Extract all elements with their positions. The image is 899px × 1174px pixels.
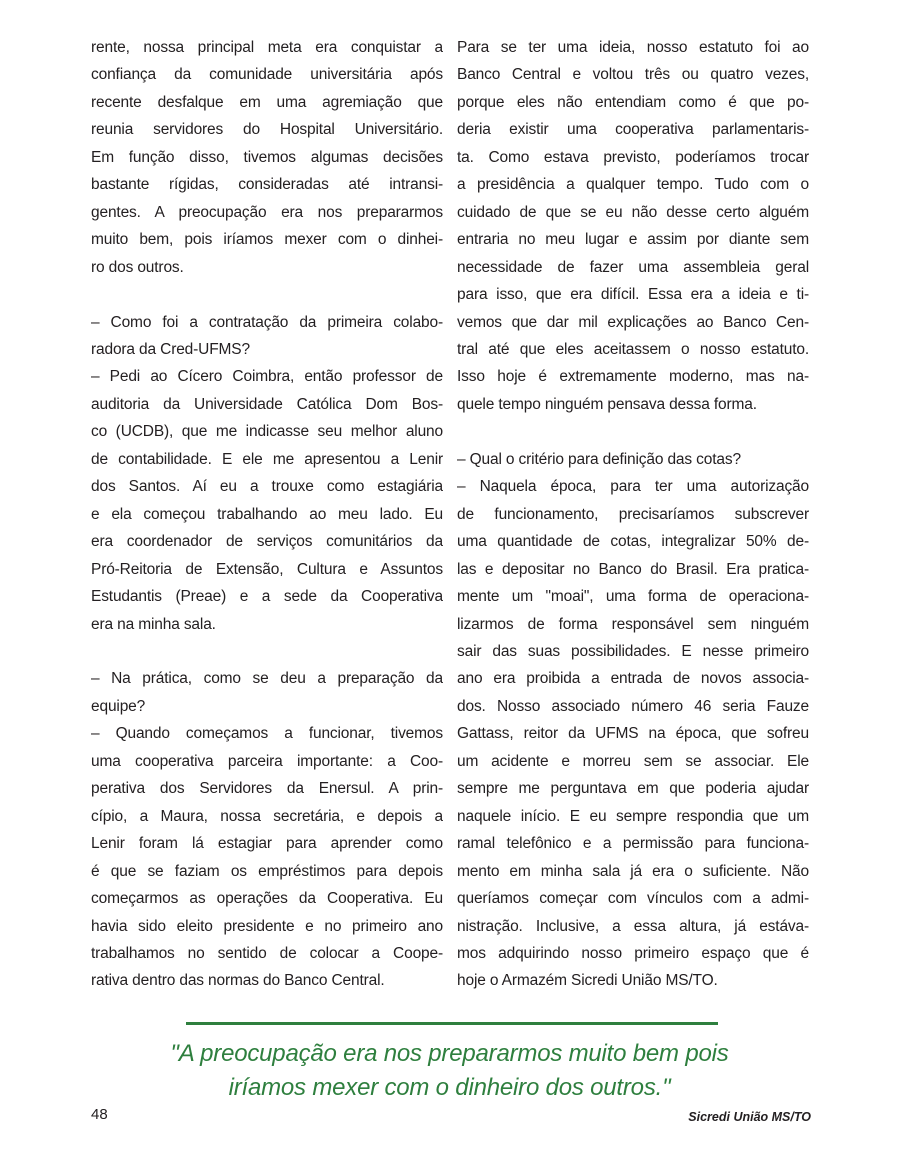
paragraph (457, 446, 809, 473)
pull-quote (0, 1037, 899, 1105)
text-line: necessidade de fazer uma assembleia geral (457, 258, 809, 276)
text-line: auditoria da Universidade Católica Dom Bos- (91, 395, 443, 413)
text-line: começarmos as operações da Cooperativa. Eu (91, 890, 443, 908)
text-line: – Naquela época, para ter uma autorização (457, 478, 809, 496)
text-line: é que se faziam os empréstimos para depois (91, 862, 443, 880)
text-line: cuidado de que se eu não desse certo alguém (457, 203, 809, 221)
text-line: ano era proibida a entrada de novos associa- (457, 670, 809, 688)
text-line: muito bem, pois iríamos mexer com o dinhei- (91, 231, 443, 249)
text-line: las e depositar no Banco do Brasil. Era pratica- (457, 560, 809, 578)
text-line: havia sido eleito presidente e no primeiro ano (91, 917, 443, 935)
text-line: nistração. Inclusive, a essa altura, já estáva- (457, 917, 809, 935)
text-line: Para se ter uma ideia, nosso estatuto foi ao (457, 39, 809, 56)
paragraph (457, 473, 809, 995)
text-line: quele tempo ninguém pensava dessa forma. (457, 395, 757, 413)
text-line: a presidência a qualquer tempo. Tudo com o (457, 176, 809, 194)
text-line: de funcionamento, precisaríamos subscrever (457, 505, 809, 523)
text-line: ramal telefônico e a permissão para funciona- (457, 835, 809, 853)
text-line: vemos que dar mil explicações ao Banco Cen- (457, 313, 809, 331)
text-line: mente um "moai", uma forma de operaciona- (457, 588, 809, 606)
text-line: Banco Central e voltou três ou quatro vezes, (457, 66, 809, 84)
text-line: mento em minha sala já era o suficiente. Não (457, 862, 809, 880)
text-line: bastante rígidas, consideradas até intransi- (91, 176, 443, 194)
text-line: – Como foi a contratação da primeira colabo- (91, 313, 443, 331)
text-line: – Qual o critério para definição das cotas? (457, 450, 741, 468)
text-line: reunia servidores do Hospital Universitário. (91, 121, 443, 139)
text-line: era coordenador de serviços comunitários da (91, 533, 443, 551)
text-line: era na minha sala. (91, 615, 216, 633)
text-line: cípio, a Maura, nossa secretária, e depois a (91, 807, 443, 825)
pull-quote-line: "A preocupação era nos prepararmos muito bem pois (170, 1040, 729, 1067)
text-line: perativa dos Servidores da Enersul. A prin- (91, 780, 443, 798)
text-line: – Pedi ao Cícero Coimbra, então professor de (91, 368, 443, 386)
text-line: gentes. A preocupação era nos prepararmos (91, 203, 443, 221)
text-line: ro dos outros. (91, 258, 184, 276)
paragraph (91, 34, 443, 281)
text-line: tral até que eles aceitassem o nosso estatuto. (457, 340, 809, 358)
text-line: rativa dentro das normas do Banco Central. (91, 972, 385, 990)
text-line: Estudantis (Preae) e a sede da Cooperativa (91, 588, 443, 606)
text-line: – Quando começamos a funcionar, tivemos (91, 725, 443, 743)
page-number: 48 (91, 1106, 108, 1123)
text-line: – Na prática, como se deu a preparação da (91, 670, 443, 688)
quote-divider-line (186, 1022, 718, 1025)
text-line: Gattass, reitor da UFMS na época, que sofreu (457, 725, 809, 743)
text-line: deria existir uma cooperativa parlamentaris- (457, 121, 809, 139)
text-line: porque eles não entendiam como é que po- (457, 93, 809, 111)
text-line: trabalhamos no sentido de colocar a Coope- (91, 944, 443, 962)
pull-quote-line: iríamos mexer com o dinheiro dos outros." (228, 1074, 671, 1101)
text-line: uma cooperativa parceira importante: a Coo- (91, 752, 443, 770)
paragraph (91, 363, 443, 638)
paragraph (457, 34, 809, 418)
text-line: equipe? (91, 697, 146, 715)
text-line: Lenir foram lá estagiar para aprender como (91, 835, 443, 853)
text-line: Em função disso, tivemos algumas decisões (91, 148, 443, 166)
text-line: e ela começou trabalhando ao meu lado. Eu (91, 505, 443, 523)
text-column-left (91, 34, 443, 995)
publication-title: Sicredi União MS/TO (688, 1110, 811, 1124)
text-line: ta. Como estava previsto, poderíamos trocar (457, 148, 809, 166)
paragraph (91, 665, 443, 720)
text-line: naquele início. E eu sempre respondia que um (457, 807, 809, 825)
text-line: de contabilidade. E ele me apresentou a Lenir (91, 450, 443, 468)
text-line: para isso, que era difícil. Essa era a ideia e ti- (457, 286, 809, 304)
text-column-right (457, 34, 809, 995)
text-line: dos Santos. Aí eu a trouxe como estagiária (91, 478, 443, 496)
paragraph (91, 720, 443, 995)
two-column-text-area (91, 34, 809, 995)
text-line: rente, nossa principal meta era conquistar a (91, 39, 443, 56)
text-line: uma quantidade de cotas, integralizar 50% de- (457, 533, 809, 551)
text-line: dos. Nosso associado número 46 seria Fauze (457, 697, 809, 715)
text-line: queríamos começar com vínculos com a admi- (457, 890, 809, 908)
text-line: confiança da comunidade universitária após (91, 66, 443, 84)
text-line: recente desfalque em uma agremiação que (91, 93, 443, 111)
text-line: sempre me perguntava em que poderia ajudar (457, 780, 809, 798)
text-line: radora da Cred-UFMS? (91, 340, 250, 358)
text-line: hoje o Armazém Sicredi União MS/TO. (457, 972, 718, 990)
text-line: lizarmos de forma responsável sem ninguém (457, 615, 809, 633)
text-line: mos adquirindo nosso primeiro espaço que é (457, 944, 809, 962)
text-line: Isso hoje é extremamente moderno, mas na- (457, 368, 809, 386)
text-line: co (UCDB), que me indicasse seu melhor aluno (91, 423, 443, 441)
text-line: entraria no meu lugar e assim por diante sem (457, 231, 809, 249)
paragraph (91, 309, 443, 364)
text-line: Pró-Reitoria de Extensão, Cultura e Assuntos (91, 560, 443, 578)
text-line: sair das suas possibilidades. E nesse primeiro (457, 642, 809, 660)
text-line: um acidente e morreu sem se associar. Ele (457, 752, 809, 770)
